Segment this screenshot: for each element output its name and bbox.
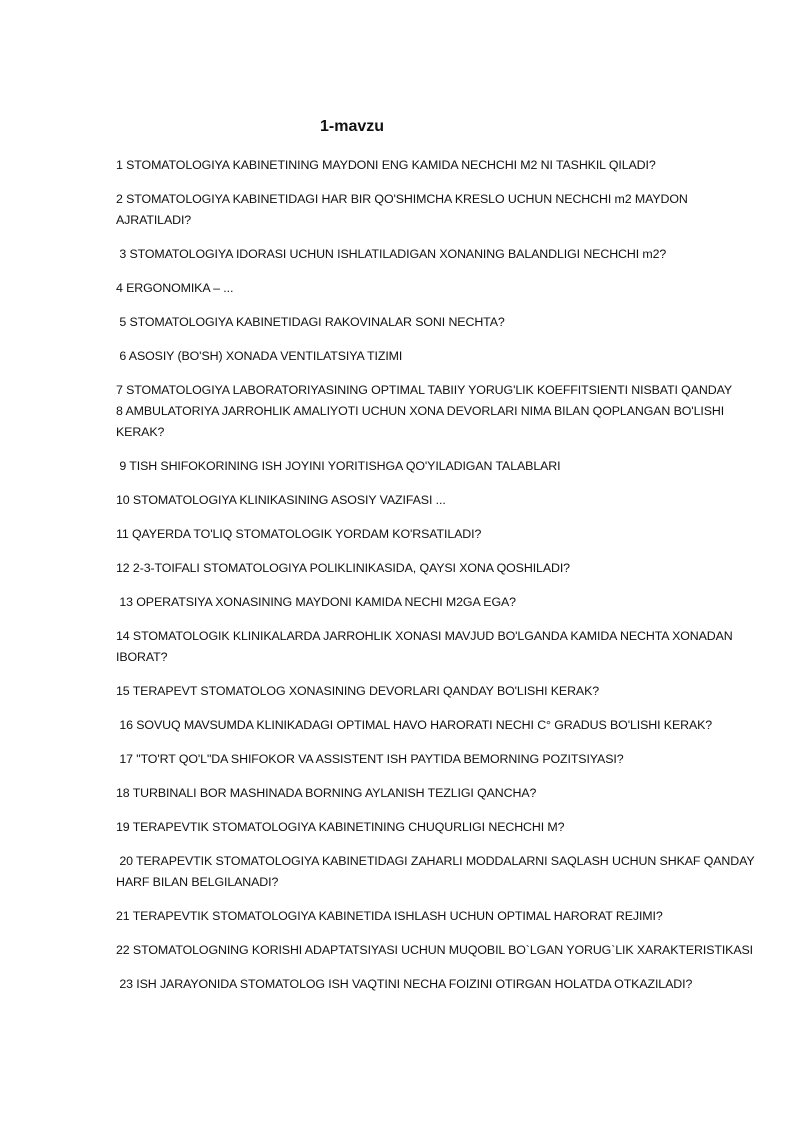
question-item: 22 STOMATOLOGNING KORISHI ADAPTATSIYASI UCHUN MUQOBIL BO`LGAN YORUG`LIK XARAKTERISTIKASI bbox=[116, 943, 754, 957]
question-item: 10 STOMATOLOGIYA KLINIKASINING ASOSIY VAZIFASI ... bbox=[116, 493, 446, 507]
question-item: 9 TISH SHIFOKORINING ISH JOYINI YORITISHGA QO'YILADIGAN TALABLARI bbox=[116, 459, 561, 473]
question-item: 12 2-3-TOIFALI STOMATOLOGIYA POLIKLINIKASIDA, QAYSI XONA QOSHILADI? bbox=[116, 561, 570, 575]
question-item: 17 "TO'RT QO'L"DA SHIFOKOR VA ASSISTENT ISH PAYTIDA BEMORNING POZITSIYASI? bbox=[116, 752, 624, 766]
question-item: 18 TURBINALI BOR MASHINADA BORNING AYLANISH TEZLIGI QANCHA? bbox=[116, 786, 537, 800]
question-item: 13 OPERATSIYA XONASINING MAYDONI KAMIDA NECHI M2GA EGA? bbox=[116, 595, 516, 609]
question-item: 11 QAYERDA TO'LIQ STOMATOLOGIK YORDAM KO'RSATILADI? bbox=[116, 527, 482, 541]
question-item: 19 TERAPEVTIK STOMATOLOGIYA KABINETINING CHUQURLIGI NECHCHI M? bbox=[116, 820, 565, 834]
question-list bbox=[116, 155, 756, 1008]
question-item: 2 STOMATOLOGIYA KABINETIDAGI HAR BIR QO'SHIMCHA KRESLO UCHUN NECHCHI m2 MAYDON AJRATILADI? bbox=[116, 192, 691, 227]
question-item: 8 AMBULATORIYA JARROHLIK AMALIYOTI UCHUN XONA DEVORLARI NIMA BILAN QOPLANGAN BO'LISHI KERAK? bbox=[116, 404, 728, 439]
question-item: 5 STOMATOLOGIYA KABINETIDAGI RAKOVINALAR SONI NECHTA? bbox=[116, 315, 505, 329]
question-item: 23 ISH JARAYONIDA STOMATOLOG ISH VAQTINI NECHA FOIZINI OTIRGAN HOLATDA OTKAZILADI? bbox=[116, 977, 693, 991]
question-item: 7 STOMATOLOGIYA LABORATORIYASINING OPTIMAL TABIIY YORUG'LIK KOEFFITSIENTI NISBATI QANDAY bbox=[116, 383, 732, 397]
question-item: 3 STOMATOLOGIYA IDORASI UCHUN ISHLATILADIGAN XONANING BALANDLIGI NECHCHI m2? bbox=[116, 247, 667, 261]
question-item: 14 STOMATOLOGIK KLINIKALARDA JARROHLIK XONASI MAVJUD BO'LGANDA KAMIDA NECHTA XONADAN IBORAT? bbox=[116, 629, 736, 664]
question-item: 6 ASOSIY (BO'SH) XONADA VENTILATSIYA TIZIMI bbox=[116, 349, 403, 363]
question-item: 16 SOVUQ MAVSUMDA KLINIKADAGI OPTIMAL HAVO HARORATI NECHI C° GRADUS BO'LISHI KERAK? bbox=[116, 718, 713, 732]
question-item: 4 ERGONOMIKA – ... bbox=[116, 281, 234, 295]
question-item: 15 TERAPEVT STOMATOLOG XONASINING DEVORLARI QANDAY BO'LISHI KERAK? bbox=[116, 684, 600, 698]
question-item: 21 TERAPEVTIK STOMATOLOGIYA KABINETIDA ISHLASH UCHUN OPTIMAL HARORAT REJIMI? bbox=[116, 909, 663, 923]
question-item: 20 TERAPEVTIK STOMATOLOGIYA KABINETIDAGI ZAHARLI MODDALARNI SAQLASH UCHUN SHKAF QANDAY HARF BILAN BELGILANADI? bbox=[116, 854, 758, 889]
page-title: 1-mavzu bbox=[319, 118, 385, 135]
question-item: 1 STOMATOLOGIYA KABINETINING MAYDONI ENG KAMIDA NECHCHI M2 NI TASHKIL QILADI? bbox=[116, 158, 656, 172]
